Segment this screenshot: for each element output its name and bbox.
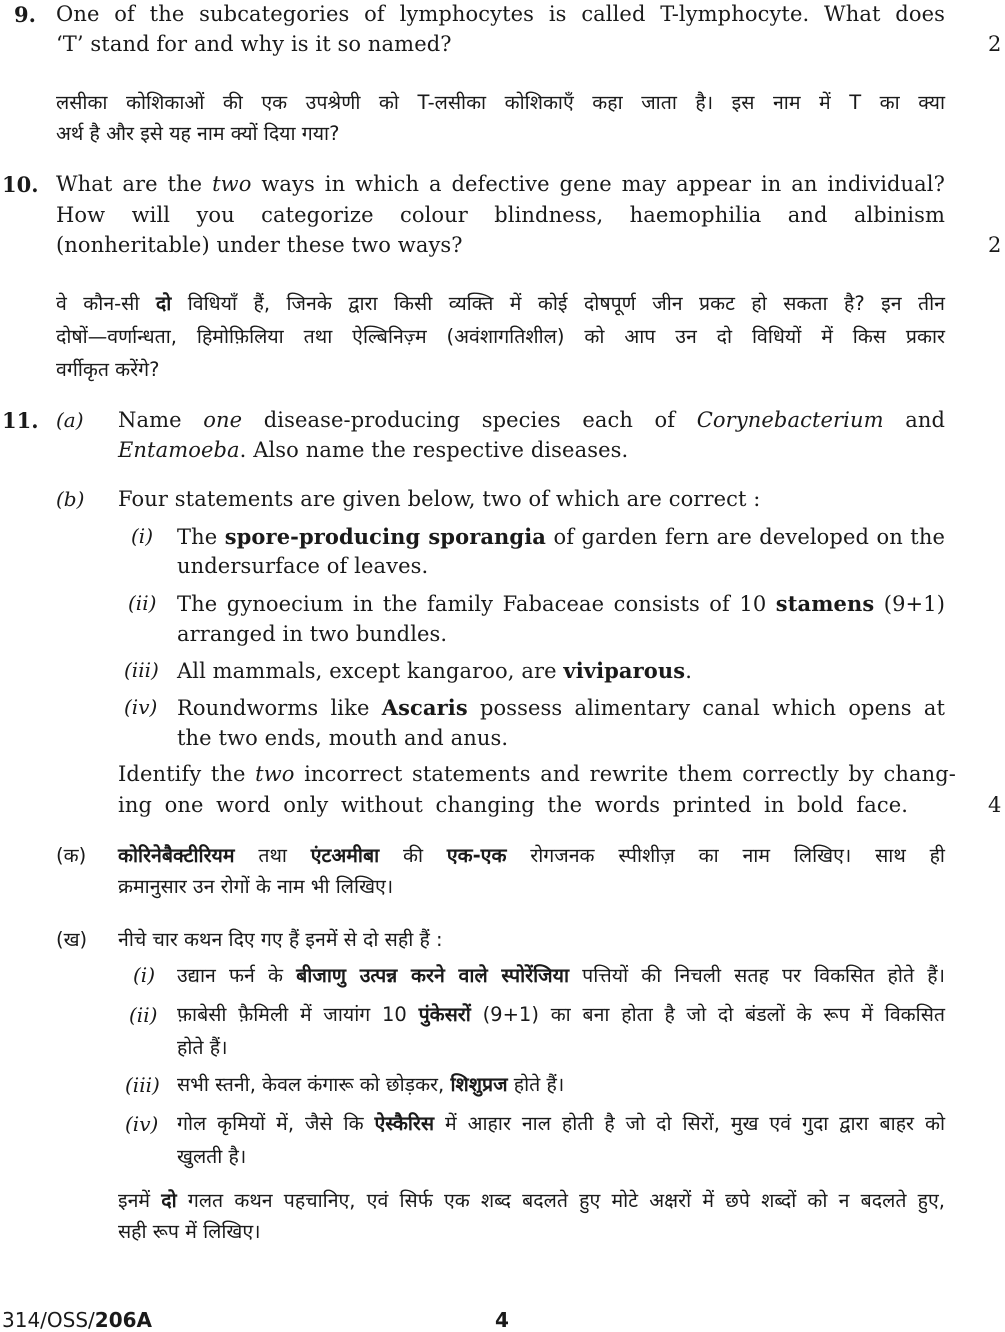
question-text-hindi: दोषों—वर्णान्धता, हिमोफ़िलिया तथा ऐल्बिनिज़्म (अवंशागतिशील) को आप उन दो विधियों में किस प्रकार	[56, 325, 945, 348]
statement-text-hindi: गोल कृमियों में, जैसे कि ऐस्कैरिस में आहार नाल होती है जो दो सिरों, मुख एवं गुदा द्वारा बाहर को	[177, 1112, 945, 1135]
question-number: 9.	[14, 2, 36, 27]
statement-text: undersurface of leaves.	[177, 554, 429, 578]
paper-code: 314/OSS/206A	[2, 1308, 153, 1332]
statement-label: (i)	[133, 963, 156, 987]
question-number: 10.	[2, 172, 39, 197]
statement-text: The spore-producing sporangia of garden fern are developed on the	[177, 524, 945, 549]
question-text-hindi: वर्गीकृत करेंगे?	[56, 358, 160, 381]
question-text: ing one word only without changing the words printed in bold face.	[118, 793, 908, 817]
statement-label: (iii)	[124, 658, 159, 682]
statement-text-hindi: उद्यान फर्न के बीजाणु उत्पन्न करने वाले स्पोरेंजिया पत्तियों की निचली सतह पर विकसित होते हैं।	[177, 964, 945, 987]
question-text: Entamoeba. Also name the respective diseases.	[118, 438, 629, 462]
question-text: One of the subcategories of lymphocytes is called T-lymphocyte. What does	[56, 2, 945, 26]
question-text: Identify the two incorrect statements and rewrite them correctly by chang-	[118, 762, 956, 786]
question-text-hindi: सही रूप में लिखिए।	[118, 1220, 261, 1243]
statement-text: the two ends, mouth and anus.	[177, 726, 509, 750]
question-text-hindi: अर्थ है और इसे यह नाम क्यों दिया गया?	[56, 122, 340, 145]
question-text: How will you categorize colour blindness, haemophilia and albinism	[56, 203, 945, 227]
statement-text-hindi: फ़ाबेसी फ़ैमिली में जायांग 10 पुंकेसरों (9+1) का बना होता है जो दो बंडलों के रूप में विकसित	[177, 1003, 945, 1026]
statement-text-hindi: सभी स्तनी, केवल कंगारू को छोड़कर, शिशुप्रज होते हैं।	[177, 1073, 565, 1096]
page-number: 4	[495, 1308, 509, 1332]
question-text-hindi: कोरिनेबैक्टीरियम तथा एंटअमीबा की एक-एक रोगजनक स्पीशीज़ का नाम लिखिए। साथ ही	[118, 844, 945, 867]
statement-text: Roundworms like Ascaris possess alimentary canal which opens at	[177, 695, 945, 720]
question-text-hindi: इनमें दो गलत कथन पहचानिए, एवं सिर्फ एक शब्द बदलते हुए मोटे अक्षरों में छपे शब्दों को न बदलते हुए,	[118, 1189, 945, 1212]
statement-text-hindi: खुलती है।	[177, 1145, 247, 1168]
question-text-hindi: लसीका कोशिकाओं की एक उपश्रेणी को T-लसीका कोशिकाएँ कहा जाता है। इस नाम में T का क्या	[56, 91, 945, 114]
part-label: (a)	[56, 408, 84, 432]
part-label: (b)	[56, 487, 85, 511]
statement-text: arranged in two bundles.	[177, 622, 448, 646]
marks: 2	[988, 32, 1002, 56]
statement-text: All mammals, except kangaroo, are viviparous.	[177, 658, 692, 683]
question-text: ‘T’ stand for and why is it so named?	[56, 32, 452, 56]
question-text: Name one disease-producing species each of Corynebacterium and	[118, 408, 945, 432]
part-label-hindi: (क)	[56, 844, 87, 867]
part-label-hindi: (ख)	[56, 928, 88, 951]
statement-text: The gynoecium in the family Fabaceae consists of 10 stamens (9+1)	[177, 591, 945, 616]
statement-label: (iv)	[124, 695, 158, 719]
statement-text-hindi: होते हैं।	[177, 1036, 228, 1059]
question-text: (nonheritable) under these two ways?	[56, 233, 463, 257]
statement-label: (iv)	[125, 1112, 159, 1136]
question-text: What are the two ways in which a defective gene may appear in an individual?	[56, 172, 945, 196]
statement-label: (i)	[131, 524, 154, 548]
question-number: 11.	[2, 408, 39, 433]
question-text-hindi: वे कौन-सी दो विधियाँ हैं, जिनके द्वारा किसी व्यक्ति में कोई दोषपूर्ण जीन प्रकट हो सकता है? इन तीन	[56, 292, 945, 315]
question-text: Four statements are given below, two of which are correct :	[118, 487, 761, 511]
statement-label: (iii)	[125, 1073, 160, 1097]
marks: 2	[988, 233, 1002, 257]
question-text-hindi: क्रमानुसार उन रोगों के नाम भी लिखिए।	[118, 875, 394, 898]
statement-label: (ii)	[128, 591, 157, 615]
question-text-hindi: नीचे चार कथन दिए गए हैं इनमें से दो सही हैं :	[118, 928, 443, 951]
statement-label: (ii)	[129, 1003, 158, 1027]
marks: 4	[988, 793, 1002, 817]
